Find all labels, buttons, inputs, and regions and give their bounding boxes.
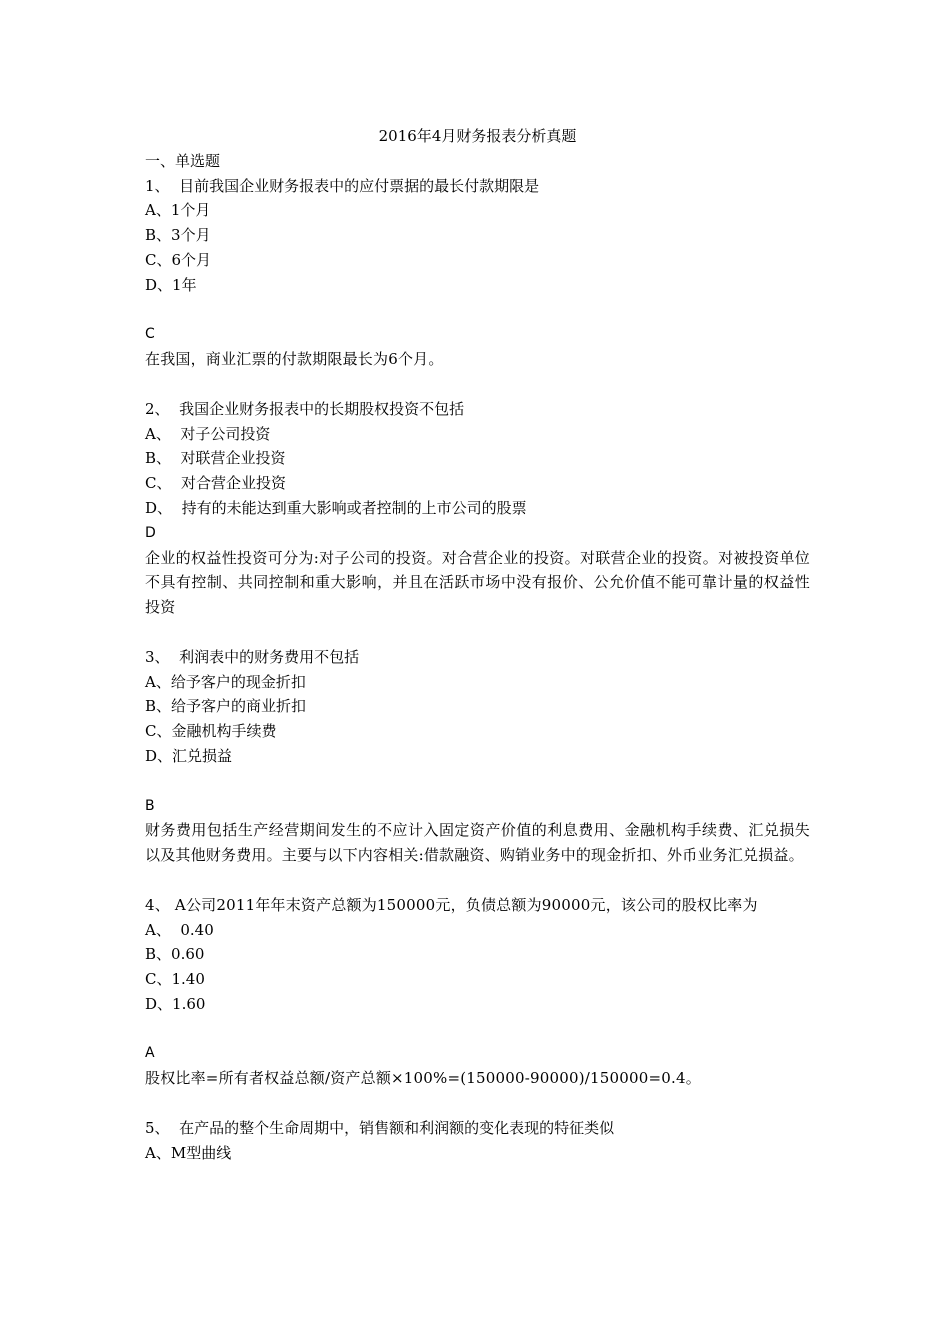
option-c: C、1.40 [145,970,205,989]
document-page [145,124,810,1165]
blank-line [145,1017,810,1042]
answer-explanation: 在我国，商业汇票的付款期限最长为6个月。 [145,350,444,369]
question-1 [145,174,810,397]
option-c: C、 对合营企业投资 [145,474,287,493]
question-3 [145,645,810,893]
question-5 [145,1116,810,1166]
answer-label: C [145,326,155,343]
option-b: B、给予客户的商业折扣 [145,697,307,716]
option-c: C、6个月 [145,250,212,269]
blank-line [145,620,810,645]
answer-label: D [145,524,156,541]
question-4 [145,893,810,1116]
option-a: A、M型曲线 [145,1143,232,1162]
option-b: B、3个月 [145,226,211,245]
question-2 [145,397,810,645]
blank-line [145,1091,810,1116]
option-a: A、 对子公司投资 [145,424,271,443]
option-d: D、1年 [145,275,197,294]
option-d: D、 持有的未能达到重大影响或者控制的上市公司的股票 [145,498,527,517]
option-a: A、 0.40 [145,920,214,939]
option-d: D、汇兑损益 [145,746,233,765]
answer-explanation: 企业的权益性投资可分为:对子公司的投资。对合营企业的投资。对联营企业的投资。对被投资单位不具有控制、共同控制和重大影响，并且在活跃市场中没有报价、公允价值不能可靠计量的权益性投资 [145,548,810,617]
option-b: B、0.60 [145,945,205,964]
blank-line [145,868,810,893]
answer-label: B [145,797,155,814]
question-stem: 4、 A公司2011年年末资产总额为150000元，负债总额为90000元，该公司的股权比率为 [145,895,758,914]
option-d: D、1.60 [145,994,206,1013]
blank-line [145,372,810,397]
blank-line [145,298,810,323]
answer-explanation: 股权比率=所有者权益总额/资产总额×100%=(150000-90000)/150000=0.4。 [145,1069,701,1088]
answer-label: A [145,1045,155,1062]
question-stem: 1、 目前我国企业财务报表中的应付票据的最长付款期限是 [145,176,540,195]
question-stem: 3、 利润表中的财务费用不包括 [145,647,360,666]
option-a: A、1个月 [145,201,211,220]
question-stem: 5、 在产品的整个生命周期中，销售额和利润额的变化表现的特征类似 [145,1118,615,1137]
page-title: 2016年4月财务报表分析真题 [378,127,577,145]
question-stem: 2、 我国企业财务报表中的长期股权投资不包括 [145,399,465,418]
answer-explanation: 财务费用包括生产经营期间发生的不应计入固定资产价值的利息费用、金融机构手续费、汇兑损失以及其他财务费用。主要与以下内容相关:借款融资、购销业务中的现金折扣、外币业务汇兑损益。 [145,821,810,865]
blank-line [145,769,810,794]
option-a: A、给予客户的现金折扣 [145,672,306,691]
section-heading: 一、单选题 [145,151,221,170]
option-b: B、 对联营企业投资 [145,449,286,468]
option-c: C、金融机构手续费 [145,722,277,741]
